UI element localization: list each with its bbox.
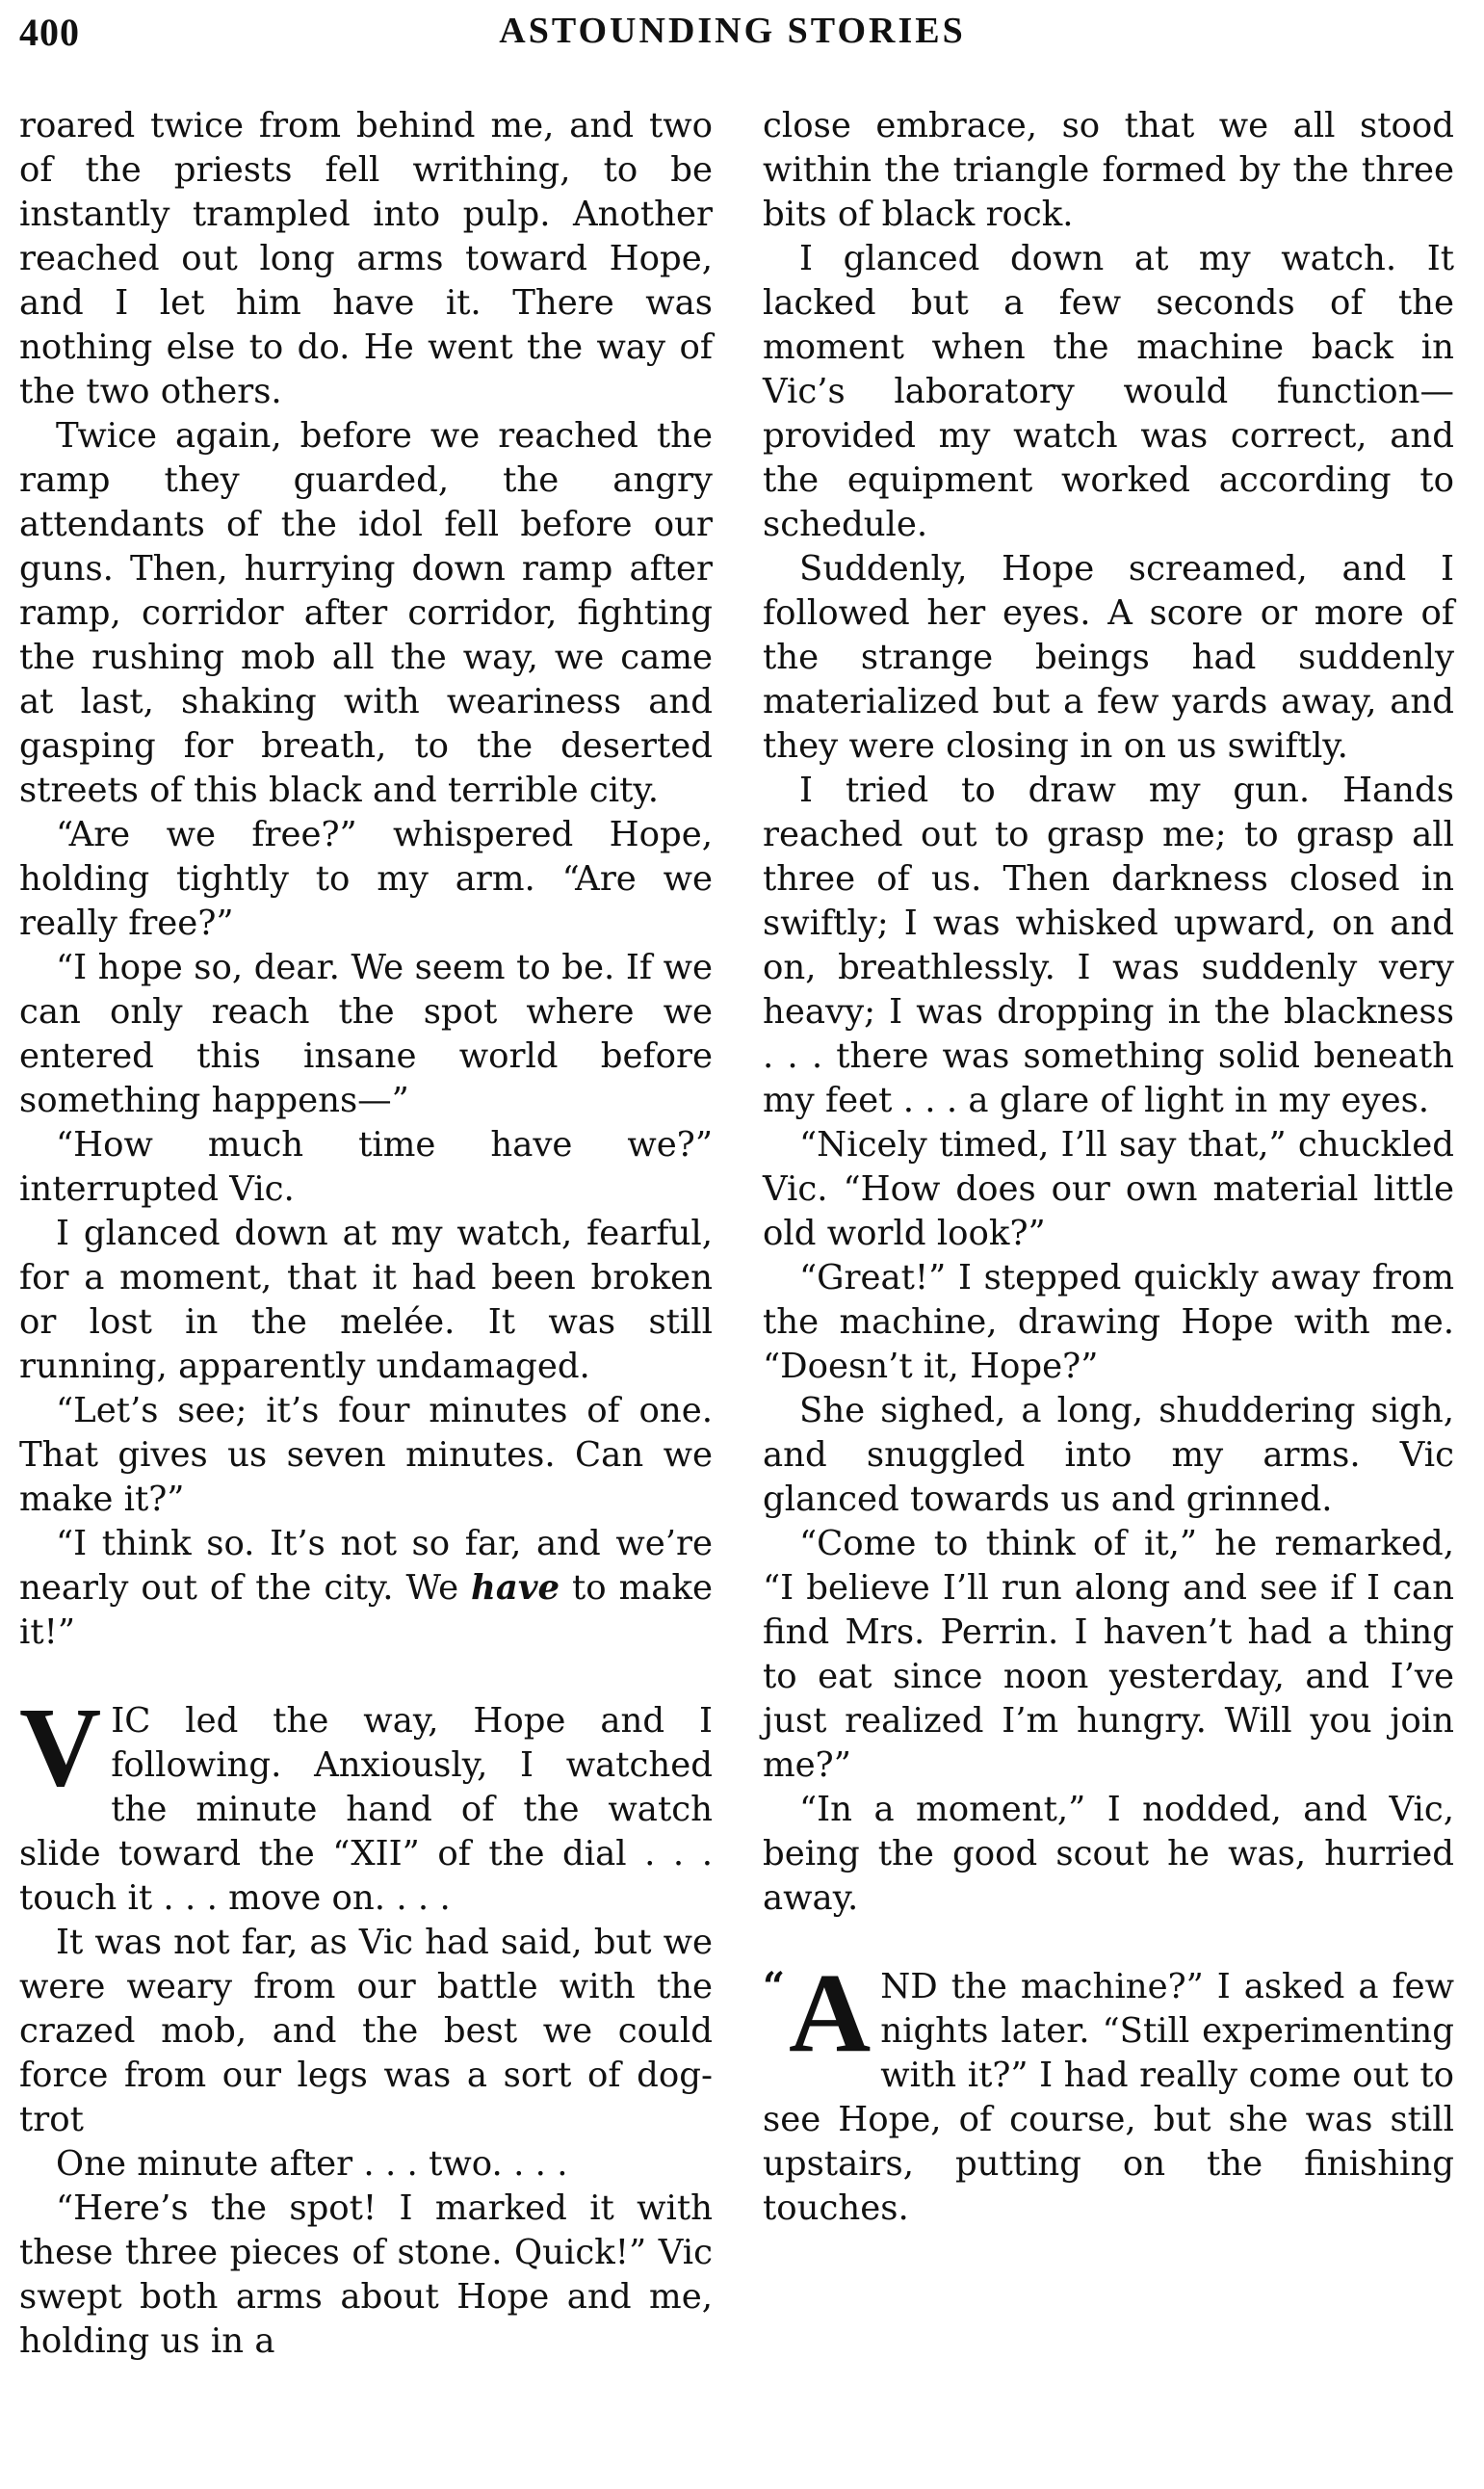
paragraph: Suddenly, Hope screamed, and I followed her eyes. A score or more of the strange beings had suddenly materialized but a few yards away, and they were closing in on us swiftly. [763, 549, 1454, 766]
paragraph: “In a moment,” I nodded, and Vic, being the good scout he was, hurried away. [763, 1790, 1454, 1918]
text-run: ND the machine?” I asked a few nights later. “Still experimenting with it?” I had really come out to see Hope, of course, but she was still upstairs, putting on the finishing touches. [763, 1967, 1454, 2228]
paragraph: It was not far, as Vic had said, but we were weary from our battle with the crazed mob, and the best we could force from our legs was a sort of dog-trot [19, 1923, 713, 2139]
section-opening-paragraph [19, 1684, 713, 1921]
paragraph: “Are we free?” whispered Hope, holding tightly to my arm. “Are we really free?” [19, 815, 713, 943]
paragraph: “I hope so, dear. We seem to be. If we can only reach the spot where we entered this insane world before something happens—” [19, 948, 713, 1120]
page-header [19, 10, 1445, 67]
section-opening-paragraph [763, 1950, 1454, 2231]
drop-cap: V [19, 1684, 102, 1810]
paragraph: “Here’s the spot! I marked it with these three pieces of stone. Quick!” Vic swept both arms about Hope and me, holding us in a [19, 2188, 713, 2361]
paragraph: “Great!” I stepped quickly away from the machine, drawing Hope with me. “Doesn’t it, Hope?” [763, 1258, 1454, 1386]
paragraph: Twice again, before we reached the ramp they guarded, the angry attendants of the idol fell before our guns. Then, hurrying down ramp after ramp, corridor after corridor, fighting the rushing mob all the way, we came at last, shaking with weariness and gasping for breath, to the deserted streets of this black and terrible city. [19, 416, 713, 810]
paragraph: roared twice from behind me, and two of the priests fell writhing, to be instantly trampled into pulp. Another reached out long arms toward Hope, and I let him have it. There was nothing else to do. He went the way of the two others. [19, 106, 713, 411]
paragraph: I tried to draw my gun. Hands reached out to grasp me; to grasp all three of us. Then darkness closed in swiftly; I was whisked upward, on and on, breathlessly. I was suddenly very heavy; I was dropping in the blackness . . . there was something solid beneath my feet . . . a glare of light in my eyes. [763, 771, 1454, 1120]
text-run: “I think so. It’s not so far, and we’re nearly out of the city. We [19, 1524, 713, 1608]
paragraph: close embrace, so that we all stood within the triangle formed by the three bits of black rock. [763, 106, 1454, 234]
opening-quote-mark: “ [763, 1964, 786, 2009]
paragraph: One minute after . . . two. . . . [56, 2144, 568, 2184]
paragraph: I glanced down at my watch. It lacked but a few seconds of the moment when the machine back in Vic’s laboratory would function—provided my watch was correct, and the equipment worked according to schedule. [763, 239, 1454, 544]
paragraph: “Come to think of it,” he remarked, “I believe I’ll run along and see if I can find Mrs. Perrin. I haven’t had a thing to eat since noon yesterday, and I’ve just realized I’m hungry. Will you join me?” [763, 1524, 1454, 1785]
paragraph: She sighed, a long, shuddering sigh, and snuggled into my arms. Vic glanced towards us and grinned. [763, 1391, 1454, 1519]
right-column [763, 104, 1454, 2231]
emphasized-word: have [471, 1568, 560, 1608]
paragraph: “Nicely timed, I’ll say that,” chuckled Vic. “How does our own material little old world look?” [763, 1125, 1454, 1253]
paragraph [19, 1522, 713, 1655]
text-run: to make it!” [19, 1568, 713, 1652]
left-column [19, 104, 713, 2364]
paragraph: “Let’s see; it’s four minutes of one. That gives us seven minutes. Can we make it?” [19, 1391, 713, 1519]
paragraph: I glanced down at my watch, fearful, for a moment, that it had been broken or lost in the melée. It was still running, apparently undamaged. [19, 1214, 713, 1386]
section-break [19, 1655, 713, 1699]
drop-cap: A [789, 1950, 872, 2076]
page-number: 400 [19, 11, 80, 54]
text-run: IC led the way, Hope and I following. Anxiously, I watched the minute hand of the watch slide toward the “XII” of the dial . . . touch it . . . move on. . . . [19, 1701, 713, 1918]
paragraph: “How much time have we?” interrupted Vic. [19, 1125, 713, 1209]
running-title: ASTOUNDING STORIES [499, 11, 966, 51]
